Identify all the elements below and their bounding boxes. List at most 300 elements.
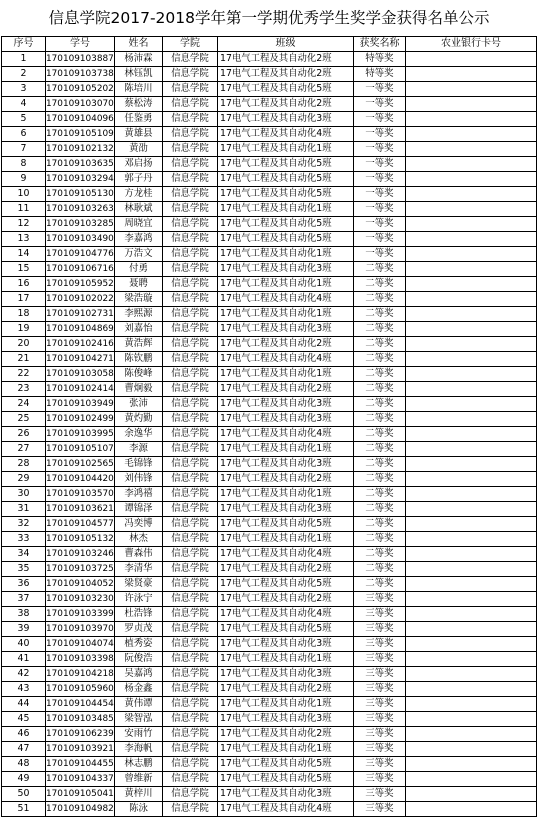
cell-student-id: 170109103738 (46, 67, 115, 82)
cell-college: 信息学院 (163, 52, 218, 67)
cell-award: 一等奖 (354, 247, 406, 262)
cell-bank-card (406, 532, 537, 547)
table-row (2, 517, 537, 532)
cell-class: 17电气工程及其自动化4班 (218, 127, 354, 142)
award-list-table (1, 36, 537, 817)
cell-bank-card (406, 247, 537, 262)
cell-class: 17电气工程及其自动化2班 (218, 472, 354, 487)
cell-class: 17电气工程及其自动化1班 (218, 142, 354, 157)
cell-college: 信息学院 (163, 322, 218, 337)
cell-index: 47 (2, 742, 46, 757)
table-row (2, 277, 537, 292)
cell-student-id: 170109103070 (46, 97, 115, 112)
cell-college: 信息学院 (163, 787, 218, 802)
cell-college: 信息学院 (163, 607, 218, 622)
table-row (2, 202, 537, 217)
cell-name: 李清华 (115, 562, 163, 577)
cell-student-id: 170109103887 (46, 52, 115, 67)
cell-class: 17电气工程及其自动化5班 (218, 82, 354, 97)
table-row (2, 157, 537, 172)
cell-name: 邓启扬 (115, 157, 163, 172)
cell-college: 信息学院 (163, 727, 218, 742)
cell-college: 信息学院 (163, 217, 218, 232)
cell-college: 信息学院 (163, 547, 218, 562)
cell-bank-card (406, 52, 537, 67)
cell-index: 30 (2, 487, 46, 502)
table-row (2, 442, 537, 457)
cell-student-id: 170109104218 (46, 667, 115, 682)
cell-name: 付勇 (115, 262, 163, 277)
cell-index: 4 (2, 97, 46, 112)
cell-student-id: 170109103398 (46, 652, 115, 667)
table-row (2, 592, 537, 607)
cell-class: 17电气工程及其自动化4班 (218, 607, 354, 622)
cell-index: 3 (2, 82, 46, 97)
table-row (2, 367, 537, 382)
cell-award: 二等奖 (354, 352, 406, 367)
cell-college: 信息学院 (163, 682, 218, 697)
cell-class: 17电气工程及其自动化5班 (218, 217, 354, 232)
cell-college: 信息学院 (163, 277, 218, 292)
cell-name: 曾维新 (115, 772, 163, 787)
cell-index: 39 (2, 622, 46, 637)
cell-index: 19 (2, 322, 46, 337)
cell-class: 17电气工程及其自动化5班 (218, 517, 354, 532)
cell-index: 21 (2, 352, 46, 367)
cell-class: 17电气工程及其自动化3班 (218, 397, 354, 412)
cell-bank-card (406, 712, 537, 727)
cell-student-id: 170109102022 (46, 292, 115, 307)
cell-student-id: 170109103058 (46, 367, 115, 382)
cell-bank-card (406, 757, 537, 772)
table-row (2, 577, 537, 592)
cell-bank-card (406, 637, 537, 652)
cell-student-id: 170109103246 (46, 547, 115, 562)
cell-award: 三等奖 (354, 697, 406, 712)
cell-index: 27 (2, 442, 46, 457)
cell-class: 17电气工程及其自动化5班 (218, 622, 354, 637)
cell-bank-card (406, 622, 537, 637)
cell-award: 二等奖 (354, 487, 406, 502)
table-row (2, 487, 537, 502)
table-row (2, 112, 537, 127)
cell-college: 信息学院 (163, 382, 218, 397)
cell-student-id: 170109103490 (46, 232, 115, 247)
table-row (2, 52, 537, 67)
table-row (2, 652, 537, 667)
table-row (2, 352, 537, 367)
cell-award: 三等奖 (354, 757, 406, 772)
cell-class: 17电气工程及其自动化1班 (218, 697, 354, 712)
cell-bank-card (406, 412, 537, 427)
cell-index: 11 (2, 202, 46, 217)
cell-award: 一等奖 (354, 232, 406, 247)
cell-college: 信息学院 (163, 97, 218, 112)
cell-award: 一等奖 (354, 142, 406, 157)
cell-bank-card (406, 322, 537, 337)
header-class: 班级 (218, 37, 354, 52)
cell-class: 17电气工程及其自动化3班 (218, 457, 354, 472)
cell-name: 曹炯毅 (115, 382, 163, 397)
cell-name: 万浩文 (115, 247, 163, 262)
cell-bank-card (406, 217, 537, 232)
cell-index: 16 (2, 277, 46, 292)
table-row (2, 697, 537, 712)
cell-name: 蔡松涛 (115, 97, 163, 112)
cell-bank-card (406, 127, 537, 142)
cell-bank-card (406, 727, 537, 742)
cell-name: 陈培川 (115, 82, 163, 97)
cell-bank-card (406, 772, 537, 787)
cell-award: 二等奖 (354, 472, 406, 487)
cell-bank-card (406, 667, 537, 682)
cell-index: 25 (2, 412, 46, 427)
cell-student-id: 170109105952 (46, 277, 115, 292)
cell-award: 三等奖 (354, 742, 406, 757)
cell-index: 28 (2, 457, 46, 472)
cell-class: 17电气工程及其自动化2班 (218, 382, 354, 397)
cell-college: 信息学院 (163, 772, 218, 787)
cell-bank-card (406, 472, 537, 487)
cell-student-id: 170109106239 (46, 727, 115, 742)
cell-class: 17电气工程及其自动化1班 (218, 652, 354, 667)
cell-college: 信息学院 (163, 292, 218, 307)
cell-class: 17电气工程及其自动化1班 (218, 487, 354, 502)
cell-name: 冯奕博 (115, 517, 163, 532)
cell-name: 梁智泓 (115, 712, 163, 727)
cell-index: 40 (2, 637, 46, 652)
cell-award: 三等奖 (354, 802, 406, 817)
cell-bank-card (406, 502, 537, 517)
cell-bank-card (406, 187, 537, 202)
cell-college: 信息学院 (163, 412, 218, 427)
cell-student-id: 170109102132 (46, 142, 115, 157)
cell-college: 信息学院 (163, 562, 218, 577)
table-row (2, 322, 537, 337)
header-name: 姓名 (115, 37, 163, 52)
cell-index: 2 (2, 67, 46, 82)
cell-bank-card (406, 547, 537, 562)
cell-bank-card (406, 397, 537, 412)
cell-award: 二等奖 (354, 577, 406, 592)
cell-index: 15 (2, 262, 46, 277)
cell-college: 信息学院 (163, 82, 218, 97)
table-row (2, 547, 537, 562)
cell-student-id: 170109102565 (46, 457, 115, 472)
cell-college: 信息学院 (163, 517, 218, 532)
cell-name: 林杰 (115, 532, 163, 547)
cell-award: 一等奖 (354, 97, 406, 112)
cell-name: 罗贞茂 (115, 622, 163, 637)
table-row (2, 382, 537, 397)
cell-name: 杨金鑫 (115, 682, 163, 697)
cell-index: 42 (2, 667, 46, 682)
cell-student-id: 170109103970 (46, 622, 115, 637)
cell-college: 信息学院 (163, 442, 218, 457)
cell-index: 41 (2, 652, 46, 667)
table-row (2, 262, 537, 277)
cell-name: 黄伟谭 (115, 697, 163, 712)
table-row (2, 412, 537, 427)
cell-award: 特等奖 (354, 52, 406, 67)
cell-college: 信息学院 (163, 457, 218, 472)
cell-name: 林志鹏 (115, 757, 163, 772)
table-header-row (2, 37, 537, 52)
cell-name: 梁贤豪 (115, 577, 163, 592)
table-row (2, 127, 537, 142)
cell-index: 22 (2, 367, 46, 382)
cell-student-id: 170109103263 (46, 202, 115, 217)
cell-award: 三等奖 (354, 772, 406, 787)
cell-award: 一等奖 (354, 82, 406, 97)
cell-class: 17电气工程及其自动化1班 (218, 247, 354, 262)
cell-college: 信息学院 (163, 592, 218, 607)
cell-bank-card (406, 97, 537, 112)
cell-class: 17电气工程及其自动化4班 (218, 547, 354, 562)
table-row (2, 82, 537, 97)
cell-student-id: 170109103570 (46, 487, 115, 502)
cell-award: 二等奖 (354, 517, 406, 532)
cell-name: 黄雄县 (115, 127, 163, 142)
cell-award: 二等奖 (354, 367, 406, 382)
cell-index: 29 (2, 472, 46, 487)
cell-index: 33 (2, 532, 46, 547)
cell-class: 17电气工程及其自动化1班 (218, 277, 354, 292)
cell-bank-card (406, 337, 537, 352)
cell-class: 17电气工程及其自动化4班 (218, 292, 354, 307)
cell-index: 46 (2, 727, 46, 742)
cell-award: 二等奖 (354, 307, 406, 322)
table-row (2, 637, 537, 652)
cell-name: 李源 (115, 442, 163, 457)
cell-college: 信息学院 (163, 112, 218, 127)
cell-bank-card (406, 157, 537, 172)
cell-award: 一等奖 (354, 172, 406, 187)
cell-student-id: 170109103399 (46, 607, 115, 622)
cell-index: 10 (2, 187, 46, 202)
cell-name: 林耿斌 (115, 202, 163, 217)
table-row (2, 337, 537, 352)
cell-award: 一等奖 (354, 217, 406, 232)
cell-award: 三等奖 (354, 727, 406, 742)
cell-index: 36 (2, 577, 46, 592)
cell-student-id: 170109103921 (46, 742, 115, 757)
cell-college: 信息学院 (163, 202, 218, 217)
cell-award: 三等奖 (354, 652, 406, 667)
cell-index: 48 (2, 757, 46, 772)
cell-class: 17电气工程及其自动化2班 (218, 97, 354, 112)
table-row (2, 787, 537, 802)
cell-class: 17电气工程及其自动化2班 (218, 727, 354, 742)
cell-college: 信息学院 (163, 502, 218, 517)
table-row (2, 802, 537, 817)
table-row (2, 712, 537, 727)
table-row (2, 622, 537, 637)
cell-bank-card (406, 427, 537, 442)
cell-college: 信息学院 (163, 142, 218, 157)
cell-name: 陈钦鹏 (115, 352, 163, 367)
page-title: 信息学院2017-2018学年第一学期优秀学生奖学金获得名单公示 (48, 9, 490, 27)
cell-index: 26 (2, 427, 46, 442)
cell-index: 37 (2, 592, 46, 607)
cell-award: 二等奖 (354, 532, 406, 547)
cell-class: 17电气工程及其自动化4班 (218, 352, 354, 367)
cell-college: 信息学院 (163, 67, 218, 82)
cell-student-id: 170109104271 (46, 352, 115, 367)
cell-award: 一等奖 (354, 187, 406, 202)
cell-award: 二等奖 (354, 277, 406, 292)
cell-award: 二等奖 (354, 457, 406, 472)
cell-college: 信息学院 (163, 232, 218, 247)
cell-bank-card (406, 262, 537, 277)
header-bank-card: 农业银行卡号 (406, 37, 537, 52)
cell-class: 17电气工程及其自动化2班 (218, 337, 354, 352)
cell-award: 三等奖 (354, 622, 406, 637)
cell-name: 黄劭 (115, 142, 163, 157)
cell-class: 17电气工程及其自动化2班 (218, 562, 354, 577)
cell-class: 17电气工程及其自动化3班 (218, 637, 354, 652)
cell-name: 李嘉鸿 (115, 232, 163, 247)
table-row (2, 607, 537, 622)
cell-college: 信息学院 (163, 697, 218, 712)
cell-bank-card (406, 232, 537, 247)
cell-index: 32 (2, 517, 46, 532)
cell-class: 17电气工程及其自动化5班 (218, 577, 354, 592)
cell-name: 杜浩锋 (115, 607, 163, 622)
cell-student-id: 170109103995 (46, 427, 115, 442)
cell-name: 陈俊峰 (115, 367, 163, 382)
cell-class: 17电气工程及其自动化4班 (218, 427, 354, 442)
cell-name: 聂聘 (115, 277, 163, 292)
cell-index: 9 (2, 172, 46, 187)
cell-student-id: 170109105132 (46, 532, 115, 547)
cell-name: 许泳宁 (115, 592, 163, 607)
cell-college: 信息学院 (163, 667, 218, 682)
cell-award: 三等奖 (354, 682, 406, 697)
cell-award: 二等奖 (354, 562, 406, 577)
cell-bank-card (406, 82, 537, 97)
cell-index: 34 (2, 547, 46, 562)
cell-class: 17电气工程及其自动化5班 (218, 232, 354, 247)
cell-class: 17电气工程及其自动化5班 (218, 772, 354, 787)
cell-college: 信息学院 (163, 472, 218, 487)
cell-student-id: 170109104982 (46, 802, 115, 817)
cell-class: 17电气工程及其自动化1班 (218, 742, 354, 757)
table-row (2, 307, 537, 322)
cell-bank-card (406, 577, 537, 592)
table-row (2, 142, 537, 157)
cell-college: 信息学院 (163, 427, 218, 442)
table-row (2, 562, 537, 577)
cell-index: 7 (2, 142, 46, 157)
cell-class: 17电气工程及其自动化1班 (218, 307, 354, 322)
cell-name: 植秀姿 (115, 637, 163, 652)
cell-index: 18 (2, 307, 46, 322)
cell-class: 17电气工程及其自动化3班 (218, 712, 354, 727)
cell-award: 一等奖 (354, 127, 406, 142)
cell-student-id: 170109104577 (46, 517, 115, 532)
cell-index: 1 (2, 52, 46, 67)
cell-index: 43 (2, 682, 46, 697)
cell-student-id: 170109105109 (46, 127, 115, 142)
table-row (2, 397, 537, 412)
cell-award: 二等奖 (354, 292, 406, 307)
cell-name: 刘伟锋 (115, 472, 163, 487)
cell-bank-card (406, 787, 537, 802)
cell-index: 50 (2, 787, 46, 802)
cell-class: 17电气工程及其自动化5班 (218, 757, 354, 772)
cell-class: 17电气工程及其自动化3班 (218, 412, 354, 427)
cell-class: 17电气工程及其自动化1班 (218, 202, 354, 217)
cell-college: 信息学院 (163, 712, 218, 727)
table-row (2, 247, 537, 262)
cell-college: 信息学院 (163, 742, 218, 757)
cell-class: 17电气工程及其自动化5班 (218, 172, 354, 187)
cell-student-id: 170109105041 (46, 787, 115, 802)
cell-student-id: 170109105202 (46, 82, 115, 97)
cell-bank-card (406, 607, 537, 622)
cell-award: 二等奖 (354, 337, 406, 352)
table-row (2, 232, 537, 247)
cell-award: 特等奖 (354, 67, 406, 82)
cell-bank-card (406, 517, 537, 532)
header-student-id: 学号 (46, 37, 115, 52)
cell-bank-card (406, 742, 537, 757)
table-row (2, 67, 537, 82)
cell-index: 8 (2, 157, 46, 172)
cell-college: 信息学院 (163, 397, 218, 412)
table-row (2, 667, 537, 682)
cell-student-id: 170109102731 (46, 307, 115, 322)
cell-bank-card (406, 307, 537, 322)
cell-bank-card (406, 562, 537, 577)
cell-class: 17电气工程及其自动化3班 (218, 787, 354, 802)
cell-award: 三等奖 (354, 787, 406, 802)
table-row (2, 772, 537, 787)
cell-student-id: 170109103285 (46, 217, 115, 232)
cell-name: 方龙桂 (115, 187, 163, 202)
cell-class: 17电气工程及其自动化3班 (218, 667, 354, 682)
cell-class: 17电气工程及其自动化3班 (218, 262, 354, 277)
cell-college: 信息学院 (163, 127, 218, 142)
cell-award: 二等奖 (354, 412, 406, 427)
cell-award: 二等奖 (354, 397, 406, 412)
cell-bank-card (406, 367, 537, 382)
cell-award: 二等奖 (354, 547, 406, 562)
cell-bank-card (406, 292, 537, 307)
cell-index: 12 (2, 217, 46, 232)
cell-award: 三等奖 (354, 667, 406, 682)
table-row (2, 727, 537, 742)
cell-index: 51 (2, 802, 46, 817)
cell-college: 信息学院 (163, 652, 218, 667)
cell-award: 二等奖 (354, 322, 406, 337)
cell-college: 信息学院 (163, 187, 218, 202)
table-row (2, 427, 537, 442)
cell-index: 23 (2, 382, 46, 397)
cell-student-id: 170109105960 (46, 682, 115, 697)
cell-college: 信息学院 (163, 247, 218, 262)
cell-name: 黄梓川 (115, 787, 163, 802)
cell-class: 17电气工程及其自动化3班 (218, 112, 354, 127)
cell-student-id: 170109105107 (46, 442, 115, 457)
cell-index: 6 (2, 127, 46, 142)
cell-index: 35 (2, 562, 46, 577)
cell-student-id: 170109103294 (46, 172, 115, 187)
cell-bank-card (406, 697, 537, 712)
cell-class: 17电气工程及其自动化1班 (218, 367, 354, 382)
cell-name: 郭子丹 (115, 172, 163, 187)
